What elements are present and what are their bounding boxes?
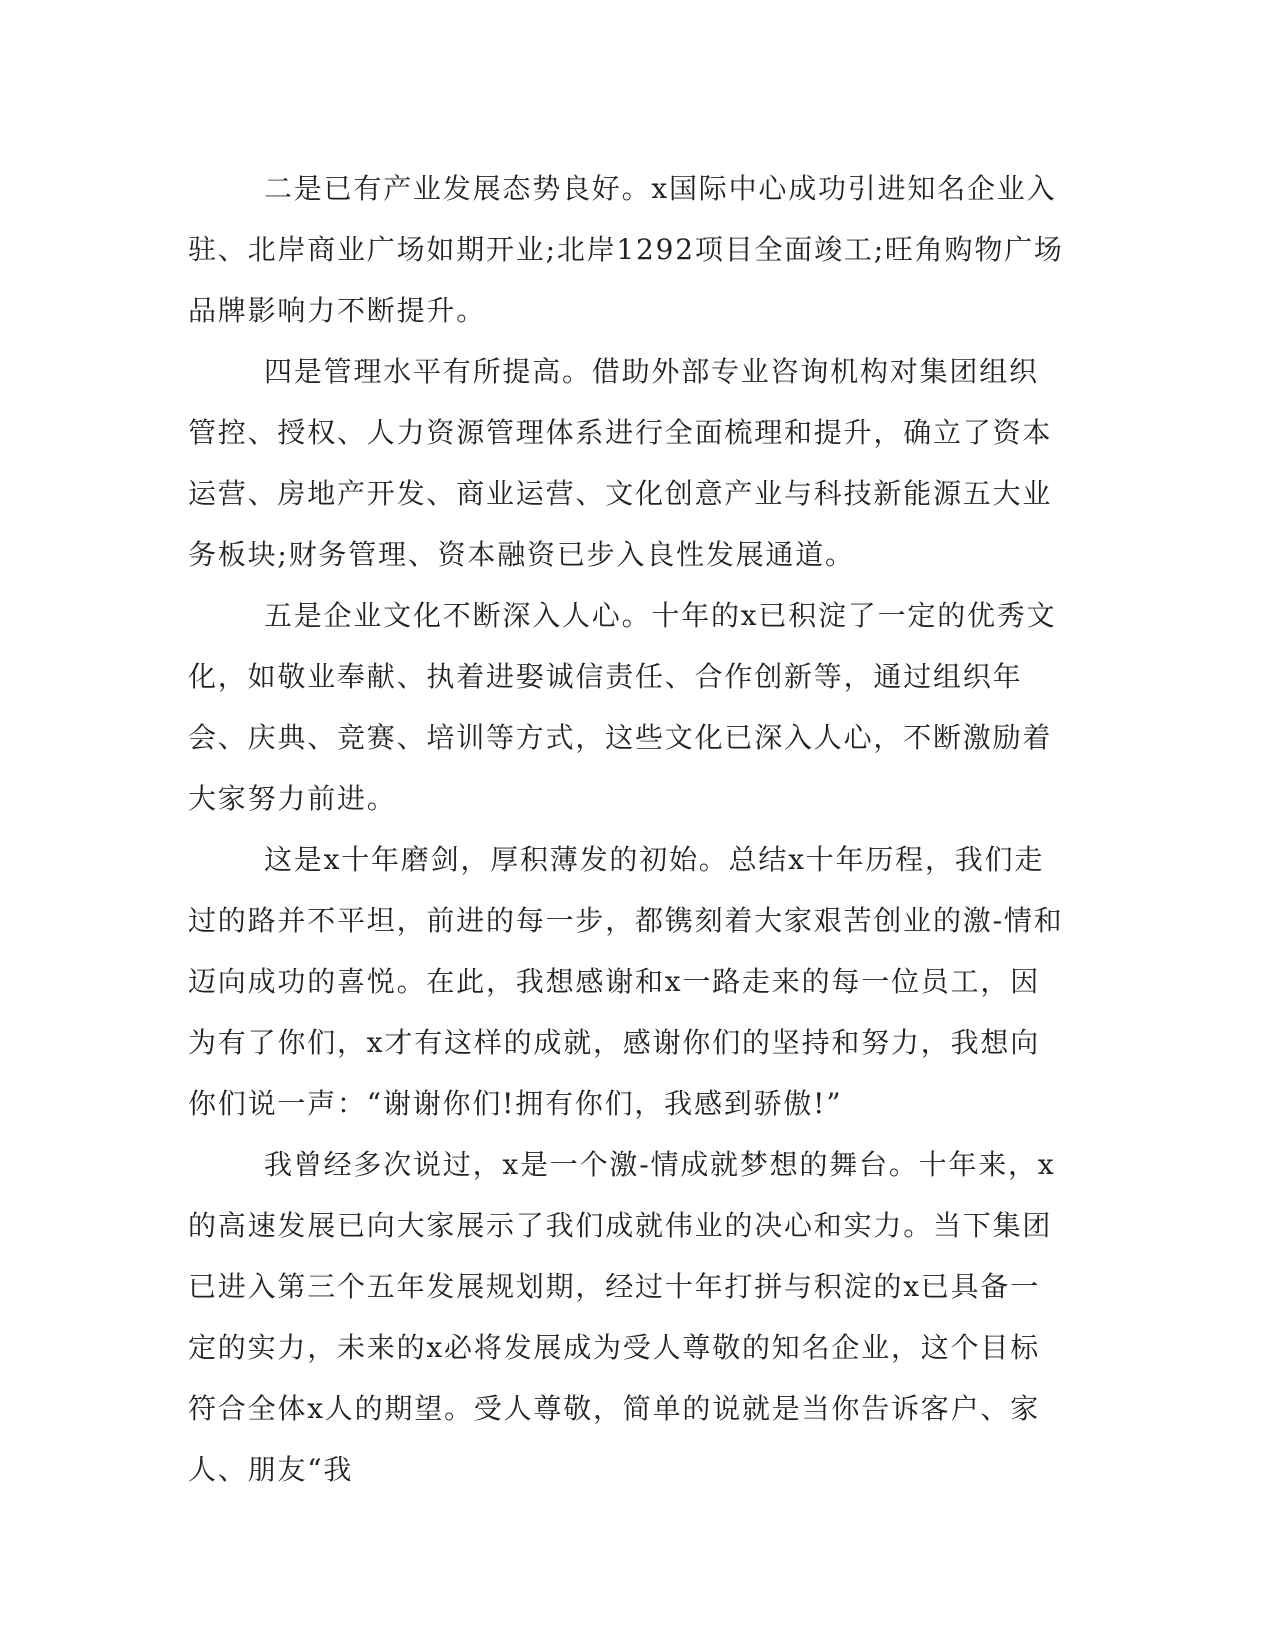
paragraph-management-level: 四是管理水平有所提高。借助外部专业咨询机构对集团组织管控、授权、人力资源管理体系进行全面梳理和提升，确立了资本运营、房地产开发、商业运营、文化创意产业与科技新能源五大业务板块;财务管理、资本融资已步入良性发展通道。 bbox=[188, 355, 1053, 571]
paragraph-industry-development: 二是已有产业发展态势良好。x国际中心成功引进知名企业入驻、北岸商业广场如期开业;北岸1292项目全面竣工;旺角购物广场品牌影响力不断提升。 bbox=[188, 172, 1064, 327]
paragraph-future-goal: 我曾经多次说过，x是一个激-情成就梦想的舞台。十年来，x的高速发展已向大家展示了我们成就伟业的决心和实力。当下集团已进入第三个五年发展规划期，经过十年打拼与积淀的x已具备一定的实力，未来的x必将发展成为受人尊敬的知名企业，这个目标符合全体x人的期望。受人尊敬，简单的说就是当你告诉客户、家人、朋友“我 bbox=[188, 1148, 1056, 1486]
paragraph-corporate-culture: 五是企业文化不断深入人心。十年的x已积淀了一定的优秀文化，如敬业奉献、执着进娶诚信责任、合作创新等，通过组织年会、庆典、竞赛、培训等方式，这些文化已深入人心，不断激励着大家努力前进。 bbox=[188, 599, 1057, 815]
paragraph-ten-year-summary: 这是x十年磨剑，厚积薄发的初始。总结x十年历程，我们走过的路并不平坦，前进的每一步，都镌刻着大家艰苦创业的激-情和迈向成功的喜悦。在此，我想感谢和x一路走来的每一位员工，因为有了你们，x才有这样的成就，感谢你们的坚持和努力，我想向你们说一声：“谢谢你们!拥有你们，我感到骄傲!” bbox=[188, 843, 1064, 1120]
document-body bbox=[188, 158, 1068, 1500]
